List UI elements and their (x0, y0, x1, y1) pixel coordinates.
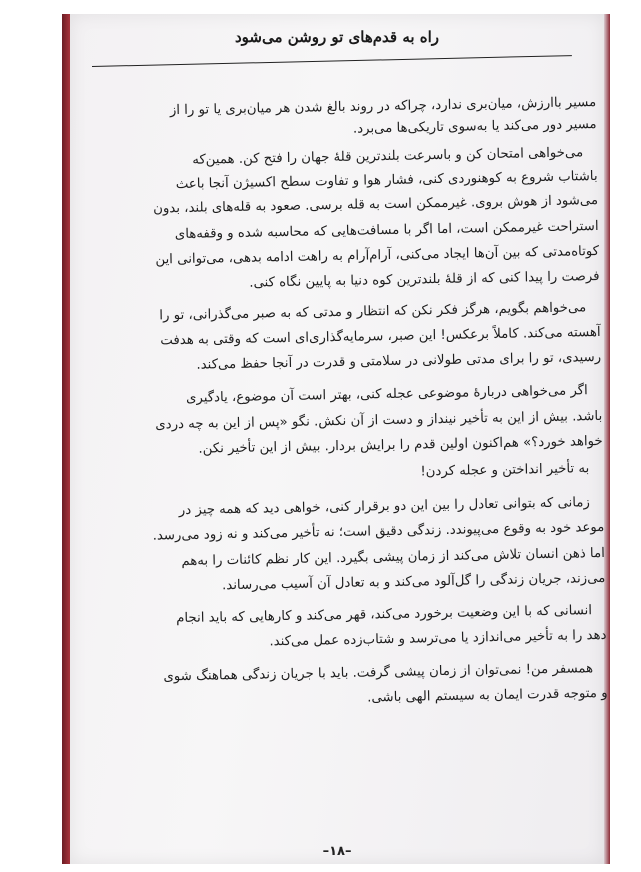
text-line: کوتاه‌مدتی که بین آن‌ها ایجاد می‌کنی، آرام‌آرام به راهت ادامه بدهی، می‌توانی این (155, 243, 600, 268)
text-line: می‌خواهی امتحان کن و باسرعت بلندترین قلهٔ جهان را فتح کن. همین‌که (192, 145, 584, 168)
text-line: اما ذهن انسان تلاش می‌کند از زمان پیشی بگیرد. این کار نظم کائنات را به‌هم (181, 545, 606, 570)
text-line: انسانی که با این وضعیت برخورد می‌کند، قهر می‌کند و کارهایی که باید انجام (176, 603, 593, 627)
text-line: زمانی که بتوانی تعادل را بین این دو برقرار کنی، خواهی دید که همه چیز در (178, 495, 591, 519)
text-line: آهسته می‌کند. کاملاً برعکس! این صبر، سرمایه‌گذاری‌ای است که وقتی به هدفت (160, 324, 601, 349)
text-line: همسفر من! نمی‌توان از زمان پیشی گرفت. باید با جریان زندگی هماهنگ شوی (163, 661, 594, 685)
text-line: رسیدی، تو را برای مدتی طولانی در سلامتی و قدرت در آنجا حفظ می‌کند. (196, 349, 602, 373)
text-line: می‌خواهم بگویم، هرگز فکر نکن که انتظار و مدتی که به صبر می‌گذرانی، تو را (159, 300, 587, 324)
text-line: خواهد خورد؟» هم‌اکنون اولین قدم را برایش بردار. بیش از این تأخیر نکن. (198, 433, 603, 457)
text-line: فرصت را پیدا کنی که از قلهٔ بلندترین کوه دنیا به پایین نگاه کنی. (249, 268, 600, 291)
text-line: می‌شود از هوش بروی. غیرممکن است به قله برسی. صعود به قله‌های بلند، بدون (152, 192, 599, 217)
text-line: به تأخیر انداختن و عجله کردن! (420, 461, 590, 480)
text-line: موعد خود به وقوع می‌پیوندد. زندگی دقیق است؛ نه تأخیر می‌کند و نه زود می‌رسد. (152, 519, 605, 544)
running-header: راه به قدم‌های تو روشن می‌شود (234, 28, 440, 46)
text-line: می‌زند، جریان زندگی را گل‌آلود می‌کند و به تعادل آن آسیب می‌رساند. (221, 570, 606, 594)
book-cover-left-edge (62, 14, 70, 864)
page-number: –۱۸– (322, 844, 352, 859)
text-line: باشتاب شروع به کوهنوردی کنی، فشار هوا و تفاوت سطح اکسیژن آنجا باعث (175, 168, 598, 193)
text-line: مسیر دور می‌کند یا به‌سوی تاریکی‌ها می‌برد. (352, 116, 597, 137)
text-line: دهد را به تأخیر می‌اندازد یا می‌ترسد و شتاب‌زده عمل می‌کند. (269, 627, 607, 650)
text-line: باشد. بیش از این به تأخیر نینداز و دست از آن نکش. نگو «پس از این به چه دردی (155, 408, 603, 433)
text-line: اگر می‌خواهی دربارهٔ موضوعی عجله کنی، بهتر است آن موضوع، یادگیری (185, 383, 588, 406)
text-line: و متوجه قدرت ایمان به سیستم الهی باشی. (367, 685, 608, 706)
book-cover-right-edge (604, 14, 610, 864)
text-line: مسیر باارزش، میان‌بری ندارد، چراکه در روند بالغ شدن هر میان‌بری یا تو را از (169, 94, 597, 119)
text-line: استراحت غیرممکن است، اما اگر با مسافت‌هایی که محاسبه شده و وقفه‌های (174, 218, 599, 243)
